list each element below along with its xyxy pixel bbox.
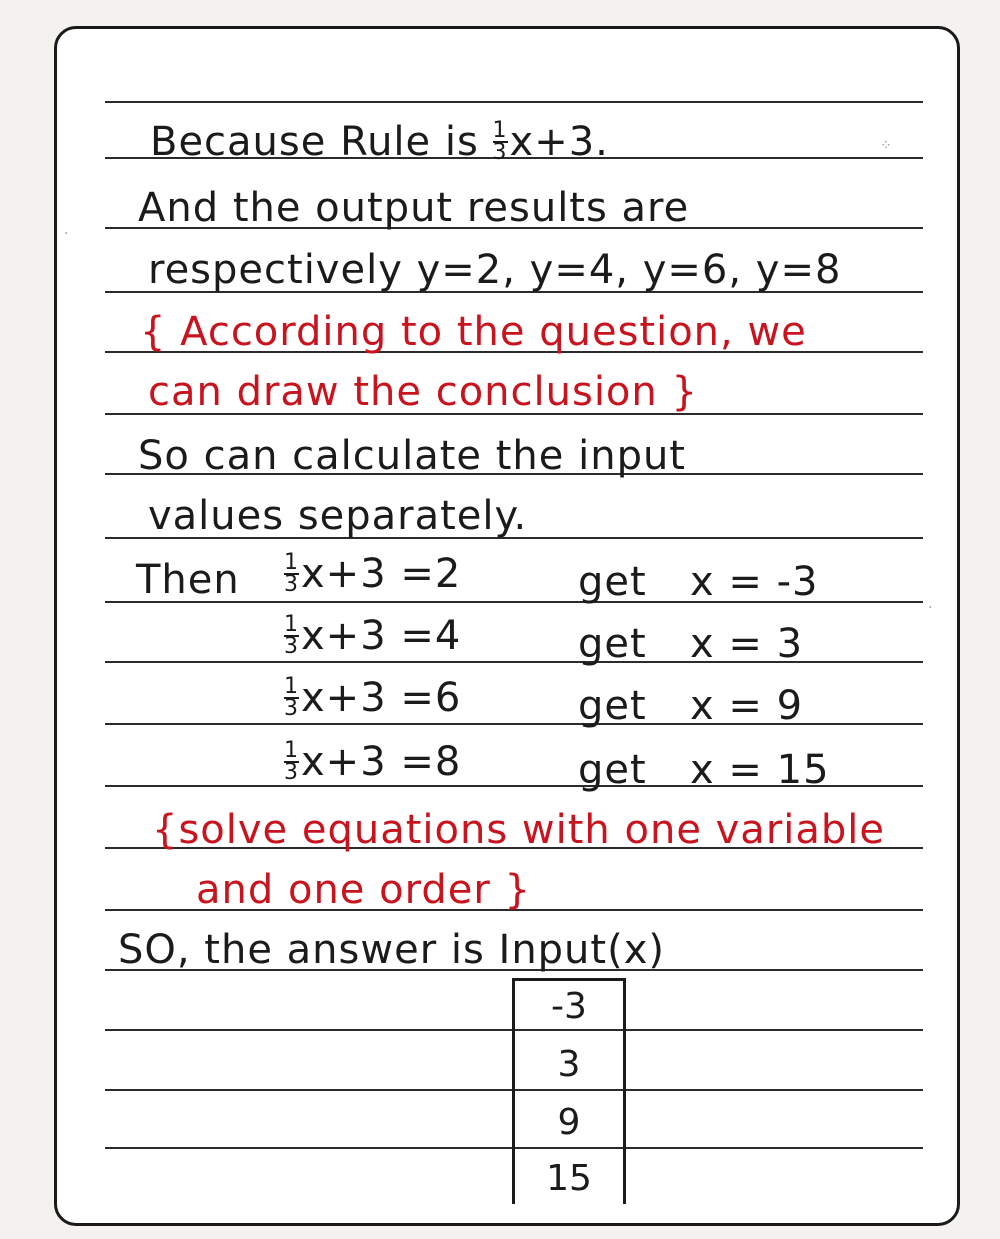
fraction-denominator: 3 bbox=[492, 140, 508, 165]
answer-cell: -3 bbox=[551, 986, 587, 1027]
annotation-solve-equations: {solve equations with one variable bbox=[152, 807, 886, 853]
equation-result: x = 9 bbox=[690, 683, 804, 729]
equation-row bbox=[284, 676, 461, 719]
fraction-numerator: 1 bbox=[284, 674, 299, 699]
line-values-separately: values separately. bbox=[148, 493, 528, 539]
line-then: Then bbox=[136, 557, 240, 603]
fraction-numerator: 1 bbox=[284, 550, 299, 575]
annotation-according: { According to the question, we bbox=[140, 309, 807, 355]
line-respectively: respectively y=2, y=4, y=6, y=8 bbox=[148, 247, 842, 293]
equation-fraction bbox=[284, 550, 299, 597]
equation-get: get bbox=[578, 683, 647, 729]
ruled-line bbox=[105, 101, 923, 103]
equation-result: x = 15 bbox=[690, 747, 830, 793]
annotation-one-order: and one order } bbox=[196, 867, 531, 913]
fraction-numerator: 1 bbox=[492, 118, 508, 143]
equation-row bbox=[284, 552, 461, 595]
equation-get: get bbox=[578, 559, 647, 605]
equation-get: get bbox=[578, 747, 647, 793]
line-calculate: So can calculate the input bbox=[138, 433, 686, 479]
rule-text: Because Rule is bbox=[150, 119, 479, 165]
paper-speck: · bbox=[928, 600, 933, 616]
line-output-results: And the output results are bbox=[138, 185, 690, 231]
equation-row bbox=[284, 614, 461, 657]
equation-result: x = -3 bbox=[690, 559, 819, 605]
fraction-numerator: 1 bbox=[284, 612, 299, 637]
fraction-denominator: 3 bbox=[284, 634, 299, 659]
equation-lhs: x+3 =6 bbox=[301, 675, 462, 721]
fraction-denominator: 3 bbox=[284, 696, 299, 721]
paper-speck: · bbox=[64, 226, 69, 242]
equation-result: x = 3 bbox=[690, 621, 804, 667]
answer-cell: 15 bbox=[546, 1158, 592, 1199]
fraction-denominator: 3 bbox=[284, 760, 299, 785]
line-answer: SO, the answer is Input(x) bbox=[118, 927, 665, 973]
paper-speck: ⁘ bbox=[880, 138, 892, 154]
equation-fraction bbox=[284, 738, 299, 785]
answer-cell: 9 bbox=[557, 1102, 581, 1143]
equation-row bbox=[284, 740, 461, 783]
equation-get: get bbox=[578, 621, 647, 667]
equation-fraction bbox=[284, 674, 299, 721]
answer-table bbox=[512, 978, 626, 1204]
equation-lhs: x+3 =8 bbox=[301, 739, 462, 785]
equation-lhs: x+3 =4 bbox=[301, 613, 462, 659]
fraction-denominator: 3 bbox=[284, 572, 299, 597]
equation-lhs: x+3 =2 bbox=[301, 551, 462, 597]
annotation-conclusion: can draw the conclusion } bbox=[148, 369, 698, 415]
rule-expression: x+3. bbox=[509, 119, 609, 165]
rule-fraction bbox=[492, 118, 508, 165]
fraction-numerator: 1 bbox=[284, 738, 299, 763]
answer-cell: 3 bbox=[557, 1044, 581, 1085]
equation-fraction bbox=[284, 612, 299, 659]
line-rule-statement bbox=[150, 120, 609, 163]
